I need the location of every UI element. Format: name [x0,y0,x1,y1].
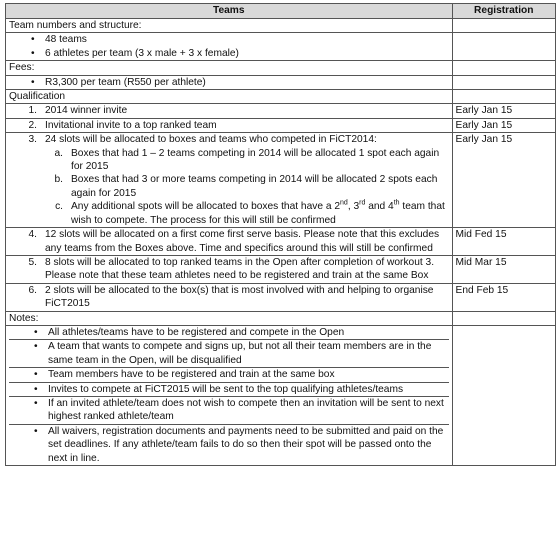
item-text: Invitational invite to a top ranked team [45,119,217,131]
fees-list [9,76,449,89]
structure-list [9,33,449,60]
qualification-row [6,104,556,118]
teams-header: Teams [6,4,453,19]
registration-date: Early Jan 15 [452,118,555,132]
list-item: • A team that wants to compete and signs up, but not all their team members are in the same team in the Open, will be disqualified [9,340,449,368]
item-number: 6. [28,284,37,296]
item-number: 2. [28,119,37,131]
empty-cell [452,311,555,325]
empty-cell [452,19,555,33]
registration-header: Registration [452,4,555,19]
qualification-row [6,133,556,228]
qualification-row [6,283,556,311]
qualification-row [6,228,556,256]
empty-cell [452,90,555,104]
item-number: 4. [28,229,37,241]
empty-cell [452,75,555,89]
notes-list [6,325,453,465]
header-row [6,4,556,19]
list-item: • All waivers, registration documents and payments need to be submitted and paid on the set deadlines. If any athlete/team fails to do so then their spot will be passed onto the next in line. [34,425,444,464]
sub-text: Boxes that had 3 or more teams competing in 2014 will be allocated 2 spots each again for 2015 [71,174,438,199]
item-number: 5. [28,256,37,268]
notes-row [6,325,556,465]
item-number: 1. [28,105,37,117]
fees-heading: Fees: [6,61,453,75]
list-item: • Team members have to be registered and train at the same box [9,368,449,382]
item-number: 3. [28,134,37,146]
notes-heading: Notes: [6,311,453,325]
empty-cell [452,325,555,465]
sub-text: Boxes that had 1 – 2 teams competing in 2014 will be allocated 1 spot each again for 2015 [71,147,440,173]
qualification-heading-row [6,90,556,104]
registration-date: Mid Mar 15 [452,255,555,283]
qualification-row [6,118,556,132]
qualification-heading: Qualification [6,90,453,104]
empty-cell [452,33,555,61]
list-item: • 48 teams [31,33,449,46]
sub-text: Any additional spots will be allocated to boxes that have a 2nd, 3rd and 4th team that wish to compete. The process for this will still be confirmed [71,199,445,226]
list-item: • All athletes/teams have to be registered and compete in the Open [9,326,449,340]
notes-heading-row [6,311,556,325]
qualification-row [6,255,556,283]
list-item: • R3,300 per team (R550 per athlete) [31,76,449,89]
structure-heading: Team numbers and structure: [6,19,453,33]
registration-date: End Feb 15 [452,283,555,311]
registration-date: Mid Fed 15 [452,228,555,256]
sub-letter: a. [54,147,63,159]
item-text: 2014 winner invite [45,105,128,117]
item-text: 8 slots will be allocated to top ranked teams in the Open after completion of workout 3. Please note that these team athletes need to be registered and train at the same Box [45,256,435,282]
sub-letter: c. [55,201,63,213]
list-item: • Invites to compete at FiCT2015 will be sent to the top qualifying athletes/teams [9,383,449,397]
structure-heading-row [6,19,556,33]
list-item: • 6 athletes per team (3 x male + 3 x female) [31,47,449,60]
list-item: • If an invited athlete/team does not wish to compete then an invitation will be sent to next highest ranked athlete/team [9,397,449,425]
sub-letter: b. [54,174,63,186]
structure-items-row [6,33,556,61]
registration-date: Early Jan 15 [452,133,555,228]
item-text: 12 slots will be allocated on a first come first serve basis. Please note that this excludes any teams from the Boxes above. Time and specifics around this will still be confirmed [45,229,440,254]
registration-date: Early Jan 15 [452,104,555,118]
fees-items-row [6,75,556,89]
teams-table [5,3,556,466]
item-text: 2 slots will be allocated to the box(s) that is most involved with and helping to organise FiCT2015 [45,284,434,310]
item-text: 24 slots will be allocated to boxes and teams who competed in FiCT2014: [45,134,377,146]
fees-heading-row [6,61,556,75]
empty-cell [452,61,555,75]
